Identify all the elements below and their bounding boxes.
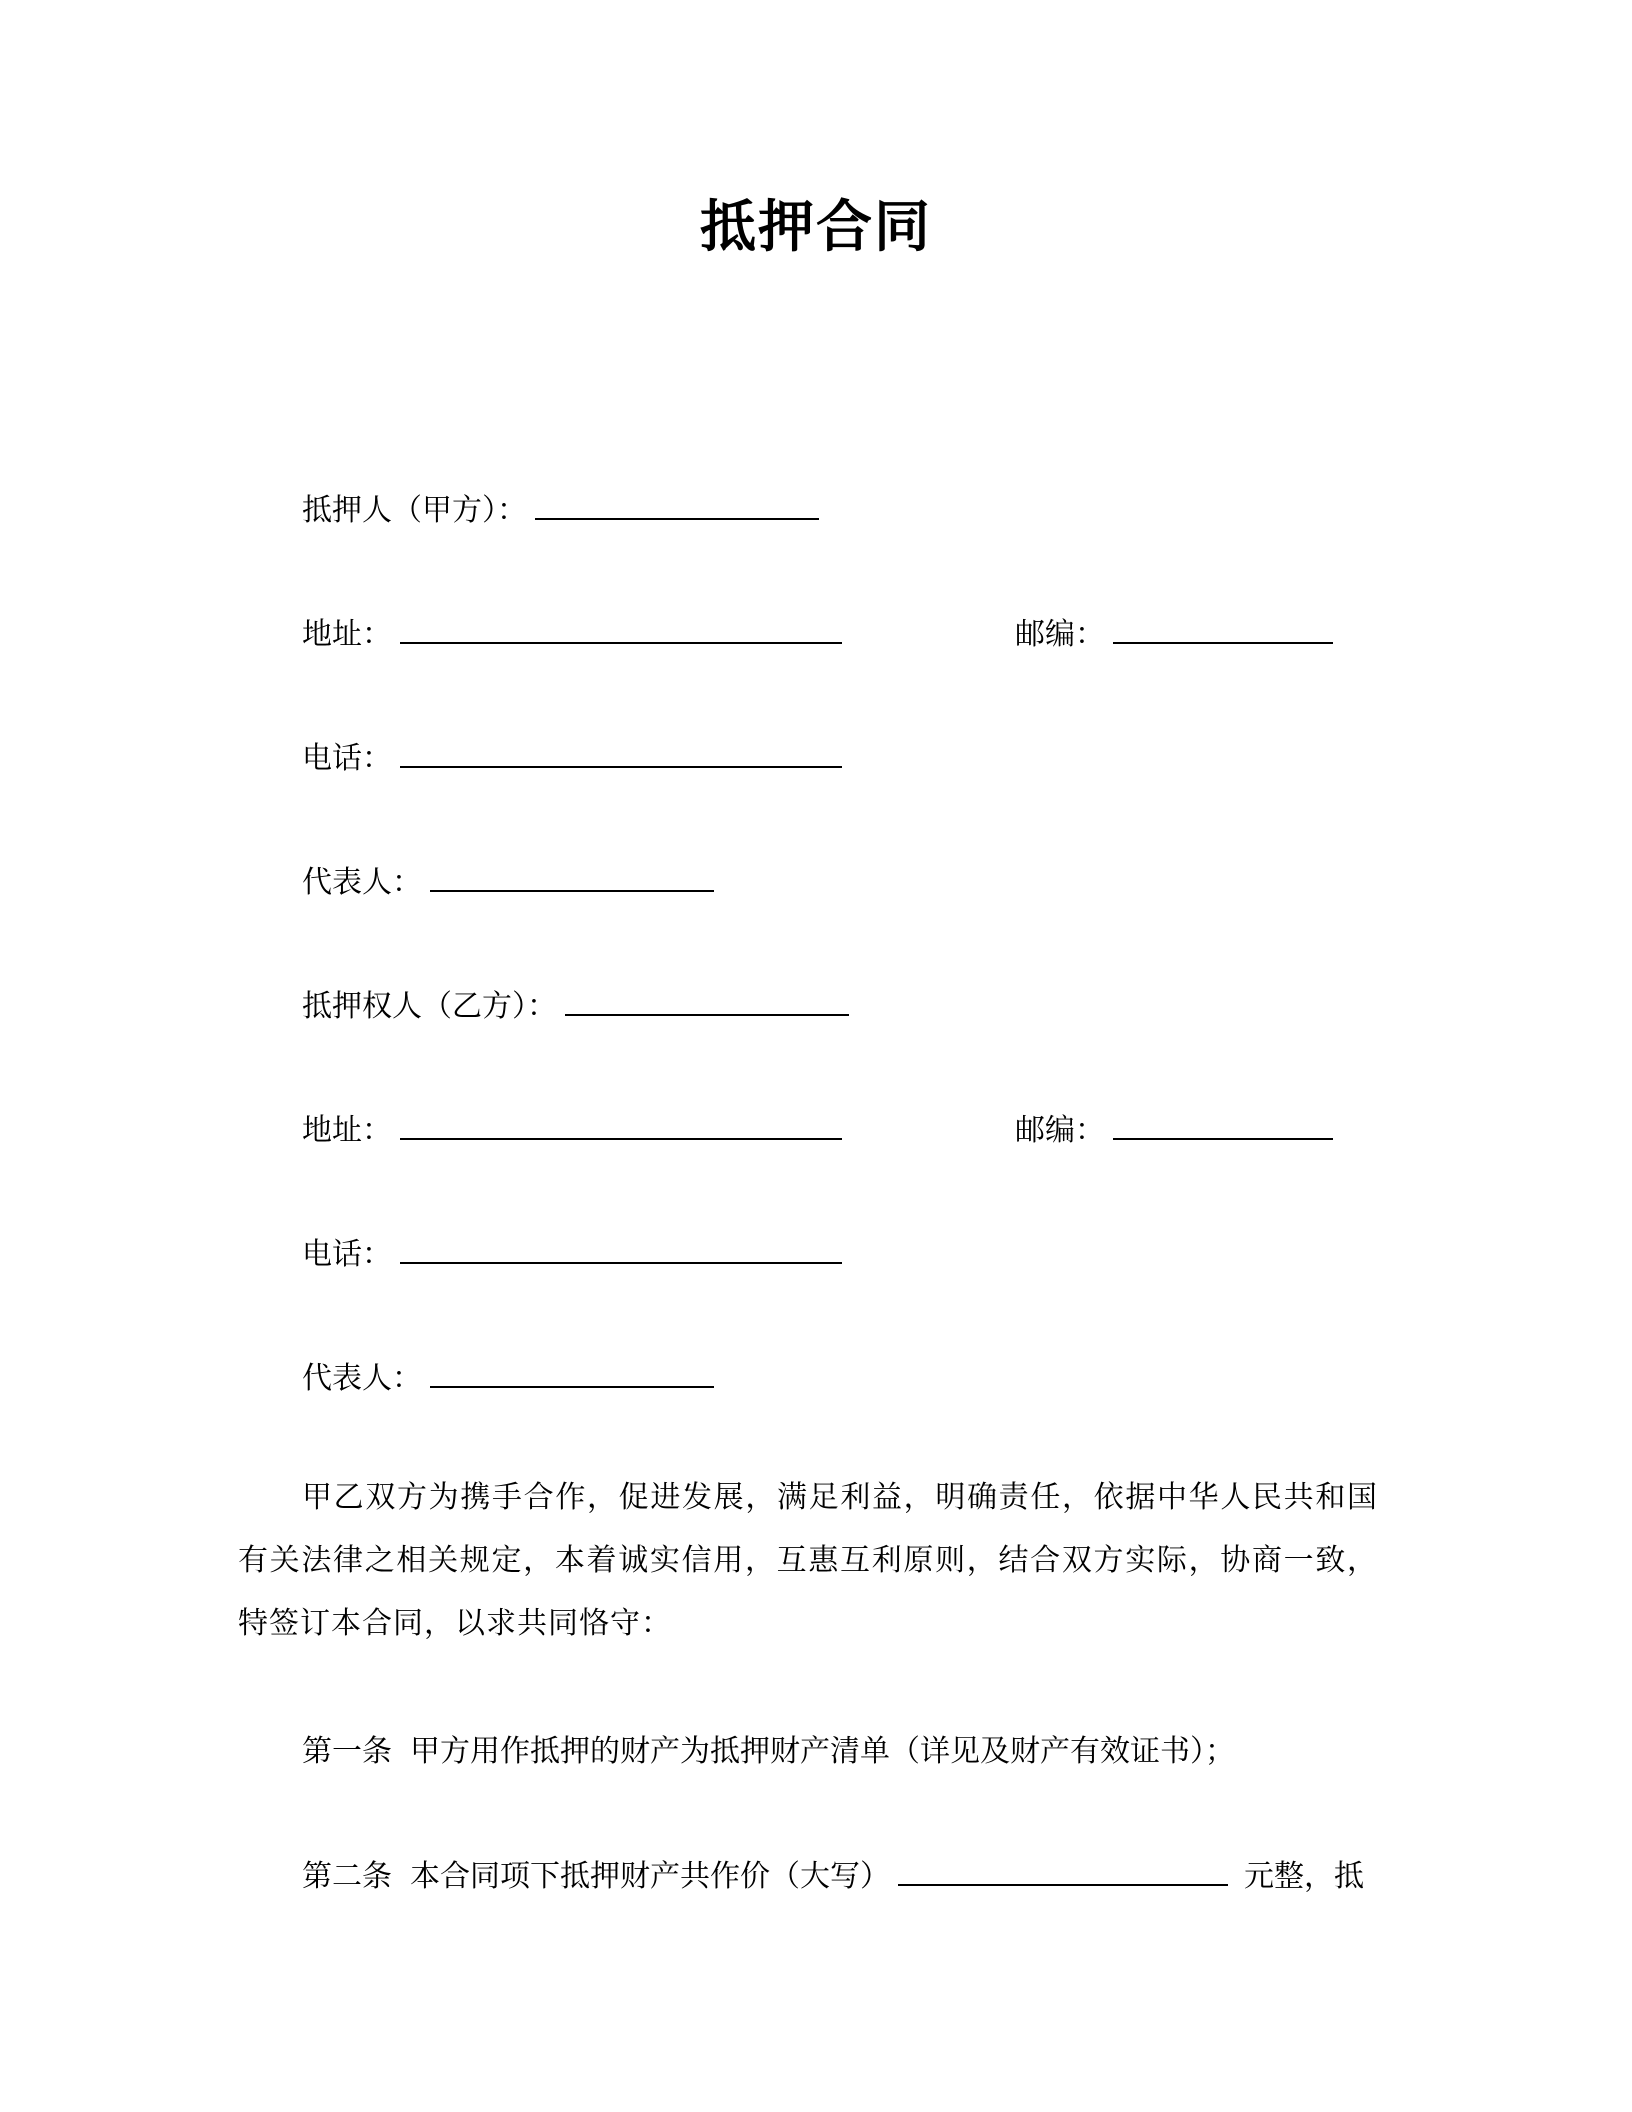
clause-2-number: 第二条 [302,1859,392,1894]
party-b-zip-label: 邮编： [1015,1113,1105,1148]
clause-2-amount-blank[interactable] [898,1854,1228,1886]
party-a-rep-row [302,860,714,904]
party-b-name-label: 抵押权人（乙方）： [302,989,557,1024]
party-b-phone-row [302,1232,842,1276]
party-a-name-row [302,488,819,532]
clause-1 [302,1730,1235,1774]
party-a-address-label: 地址： [302,617,392,652]
party-a-rep-label: 代表人： [302,865,422,900]
party-b-name-blank[interactable] [565,984,849,1016]
party-a-phone-row [302,736,842,780]
clause-2-text-after: 元整，抵 [1244,1859,1364,1894]
clause-1-text: 甲方用作抵押的财产为抵押财产清单（详见及财产有效证书）； [410,1734,1235,1769]
clause-1-number: 第一条 [302,1734,392,1769]
party-b-name-row [302,984,849,1028]
party-a-phone-label: 电话： [302,741,392,776]
party-b-address-row [302,1108,842,1152]
party-a-zip-blank[interactable] [1113,612,1333,644]
party-b-zip-row [1015,1108,1333,1152]
party-b-rep-blank[interactable] [430,1356,714,1388]
party-a-zip-row [1015,612,1333,656]
party-a-zip-label: 邮编： [1015,617,1105,652]
party-b-zip-blank[interactable] [1113,1108,1333,1140]
party-b-phone-blank[interactable] [400,1232,842,1264]
party-a-name-blank[interactable] [535,488,819,520]
party-b-rep-label: 代表人： [302,1361,422,1396]
document-title: 抵押合同 [700,195,932,260]
party-a-name-label: 抵押人（甲方）： [302,493,527,528]
preamble-paragraph: 甲乙双方为携手合作，促进发展，满足利益，明确责任，依据中华人民共和国有关法律之相关规定，本着诚实信用，互惠互利原则，结合双方实际，协商一致，特签订本合同，以求共同恪守： [238,1480,1378,1641]
party-a-phone-blank[interactable] [400,736,842,768]
party-b-address-label: 地址： [302,1113,392,1148]
party-a-address-row [302,612,842,656]
party-b-phone-label: 电话： [302,1237,392,1272]
party-a-rep-blank[interactable] [430,860,714,892]
clause-2-text-before: 本合同项下抵押财产共作价（大写） [410,1859,890,1894]
party-b-rep-row [302,1356,714,1400]
party-b-address-blank[interactable] [400,1108,842,1140]
party-a-address-blank[interactable] [400,612,842,644]
clause-2 [302,1854,1364,1899]
